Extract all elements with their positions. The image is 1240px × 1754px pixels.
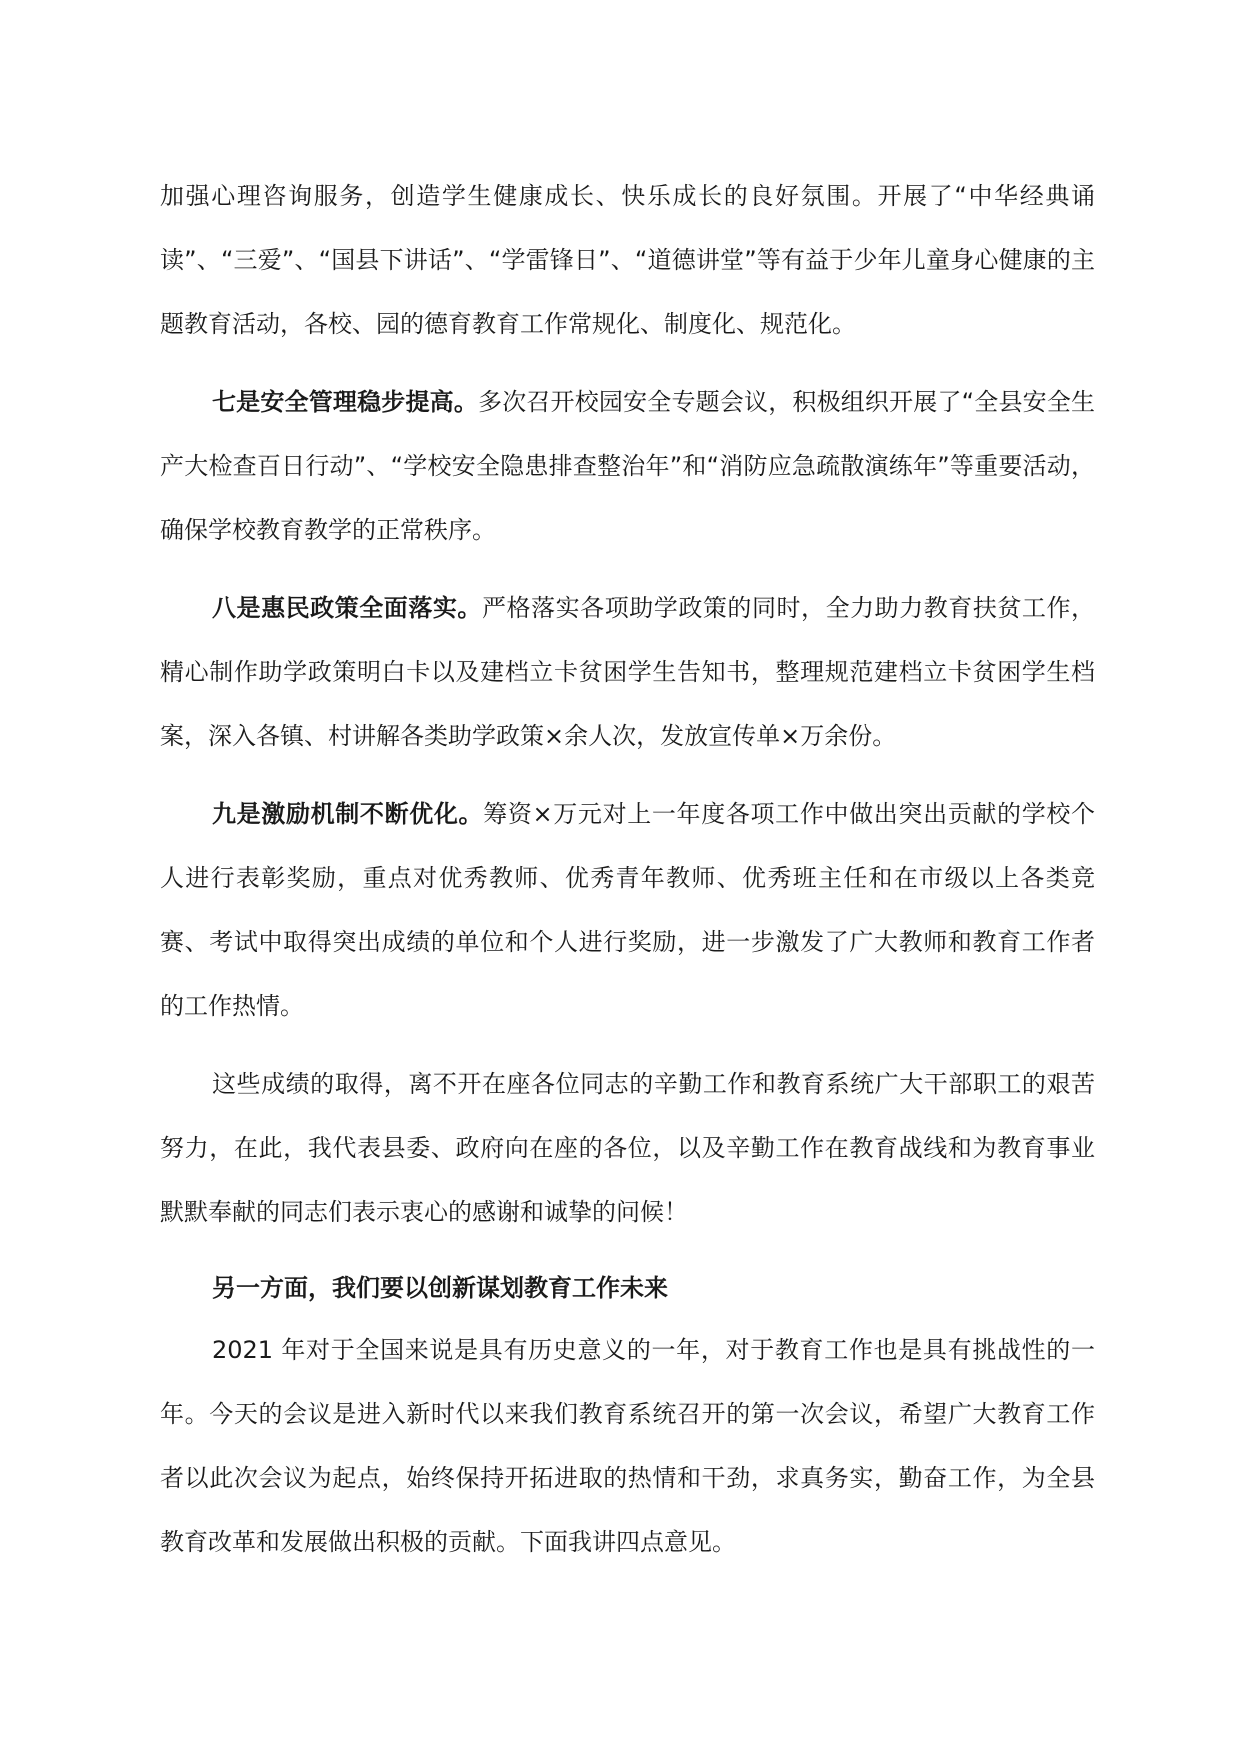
section-heading: 另一方面，我们要以创新谋划教育工作未来 [212,1274,668,1302]
paragraph-incentive-mechanism [160,782,1095,1038]
paragraph-lead: 七是安全管理稳步提高。 [212,388,479,416]
paragraph-policy-implementation [160,576,1095,768]
paragraph-lead: 八是惠民政策全面落实。 [212,594,482,622]
paragraph-text: 2021 年对于全国来说是具有历史意义的一年，对于教育工作也是具有挑战性的一年。今天的会议是进入新时代以来我们教育系统召开的第一次会议，希望广大教育工作者以此次会议为起点，始终保持开拓进取的热情和干劲，求真务实，勤奋工作，为全县教育改革和发展做出积极的贡献。下面我讲四点意见。 [160,1336,1095,1556]
paragraph-safety-management [160,370,1095,562]
paragraph-text: 这些成绩的取得，离不开在座各位同志的辛勤工作和教育系统广大干部职工的艰苦努力，在此，我代表县委、政府向在座的各位，以及辛勤工作在教育战线和为教育事业默默奉献的同志们表示衷心的感谢和诚挚的问候！ [160,1070,1095,1226]
paragraph-psychological-services [160,164,1095,356]
paragraph-closing [160,1318,1095,1574]
document-body [160,164,1095,1588]
paragraph-text: 加强心理咨询服务，创造学生健康成长、快乐成长的良好氛围。开展了“中华经典诵读”、“三爱”、“国县下讲话”、“学雷锋日”、“道德讲堂”等有益于少年儿童身心健康的主题教育活动，各校、园的德育教育工作常规化、制度化、规范化。 [160,182,1095,338]
paragraph-text: 筹资×万元对上一年度各项工作中做出突出贡献的学校个人进行表彰奖励，重点对优秀教师、优秀青年教师、优秀班主任和在市级以上各类竞赛、考试中取得突出成绩的单位和个人进行奖励，进一步激发了广大教师和教育工作者的工作热情。 [160,800,1096,1020]
paragraph-text: 多次召开校园安全专题会议，积极组织开展了“全县安全生产大检查百日行动”、“学校安全隐患排查整治年”和“消防应急疏散演练年”等重要活动，确保学校教育教学的正常秩序。 [160,388,1096,544]
paragraph-acknowledgement [160,1052,1095,1244]
paragraph-text: 严格落实各项助学政策的同时，全力助力教育扶贫工作，精心制作助学政策明白卡以及建档立卡贫困学生告知书，整理规范建档立卡贫困学生档案，深入各镇、村讲解各类助学政策×余人次，发放宣传单×万余份。 [160,594,1096,750]
paragraph-lead: 九是激励机制不断优化。 [212,800,484,828]
